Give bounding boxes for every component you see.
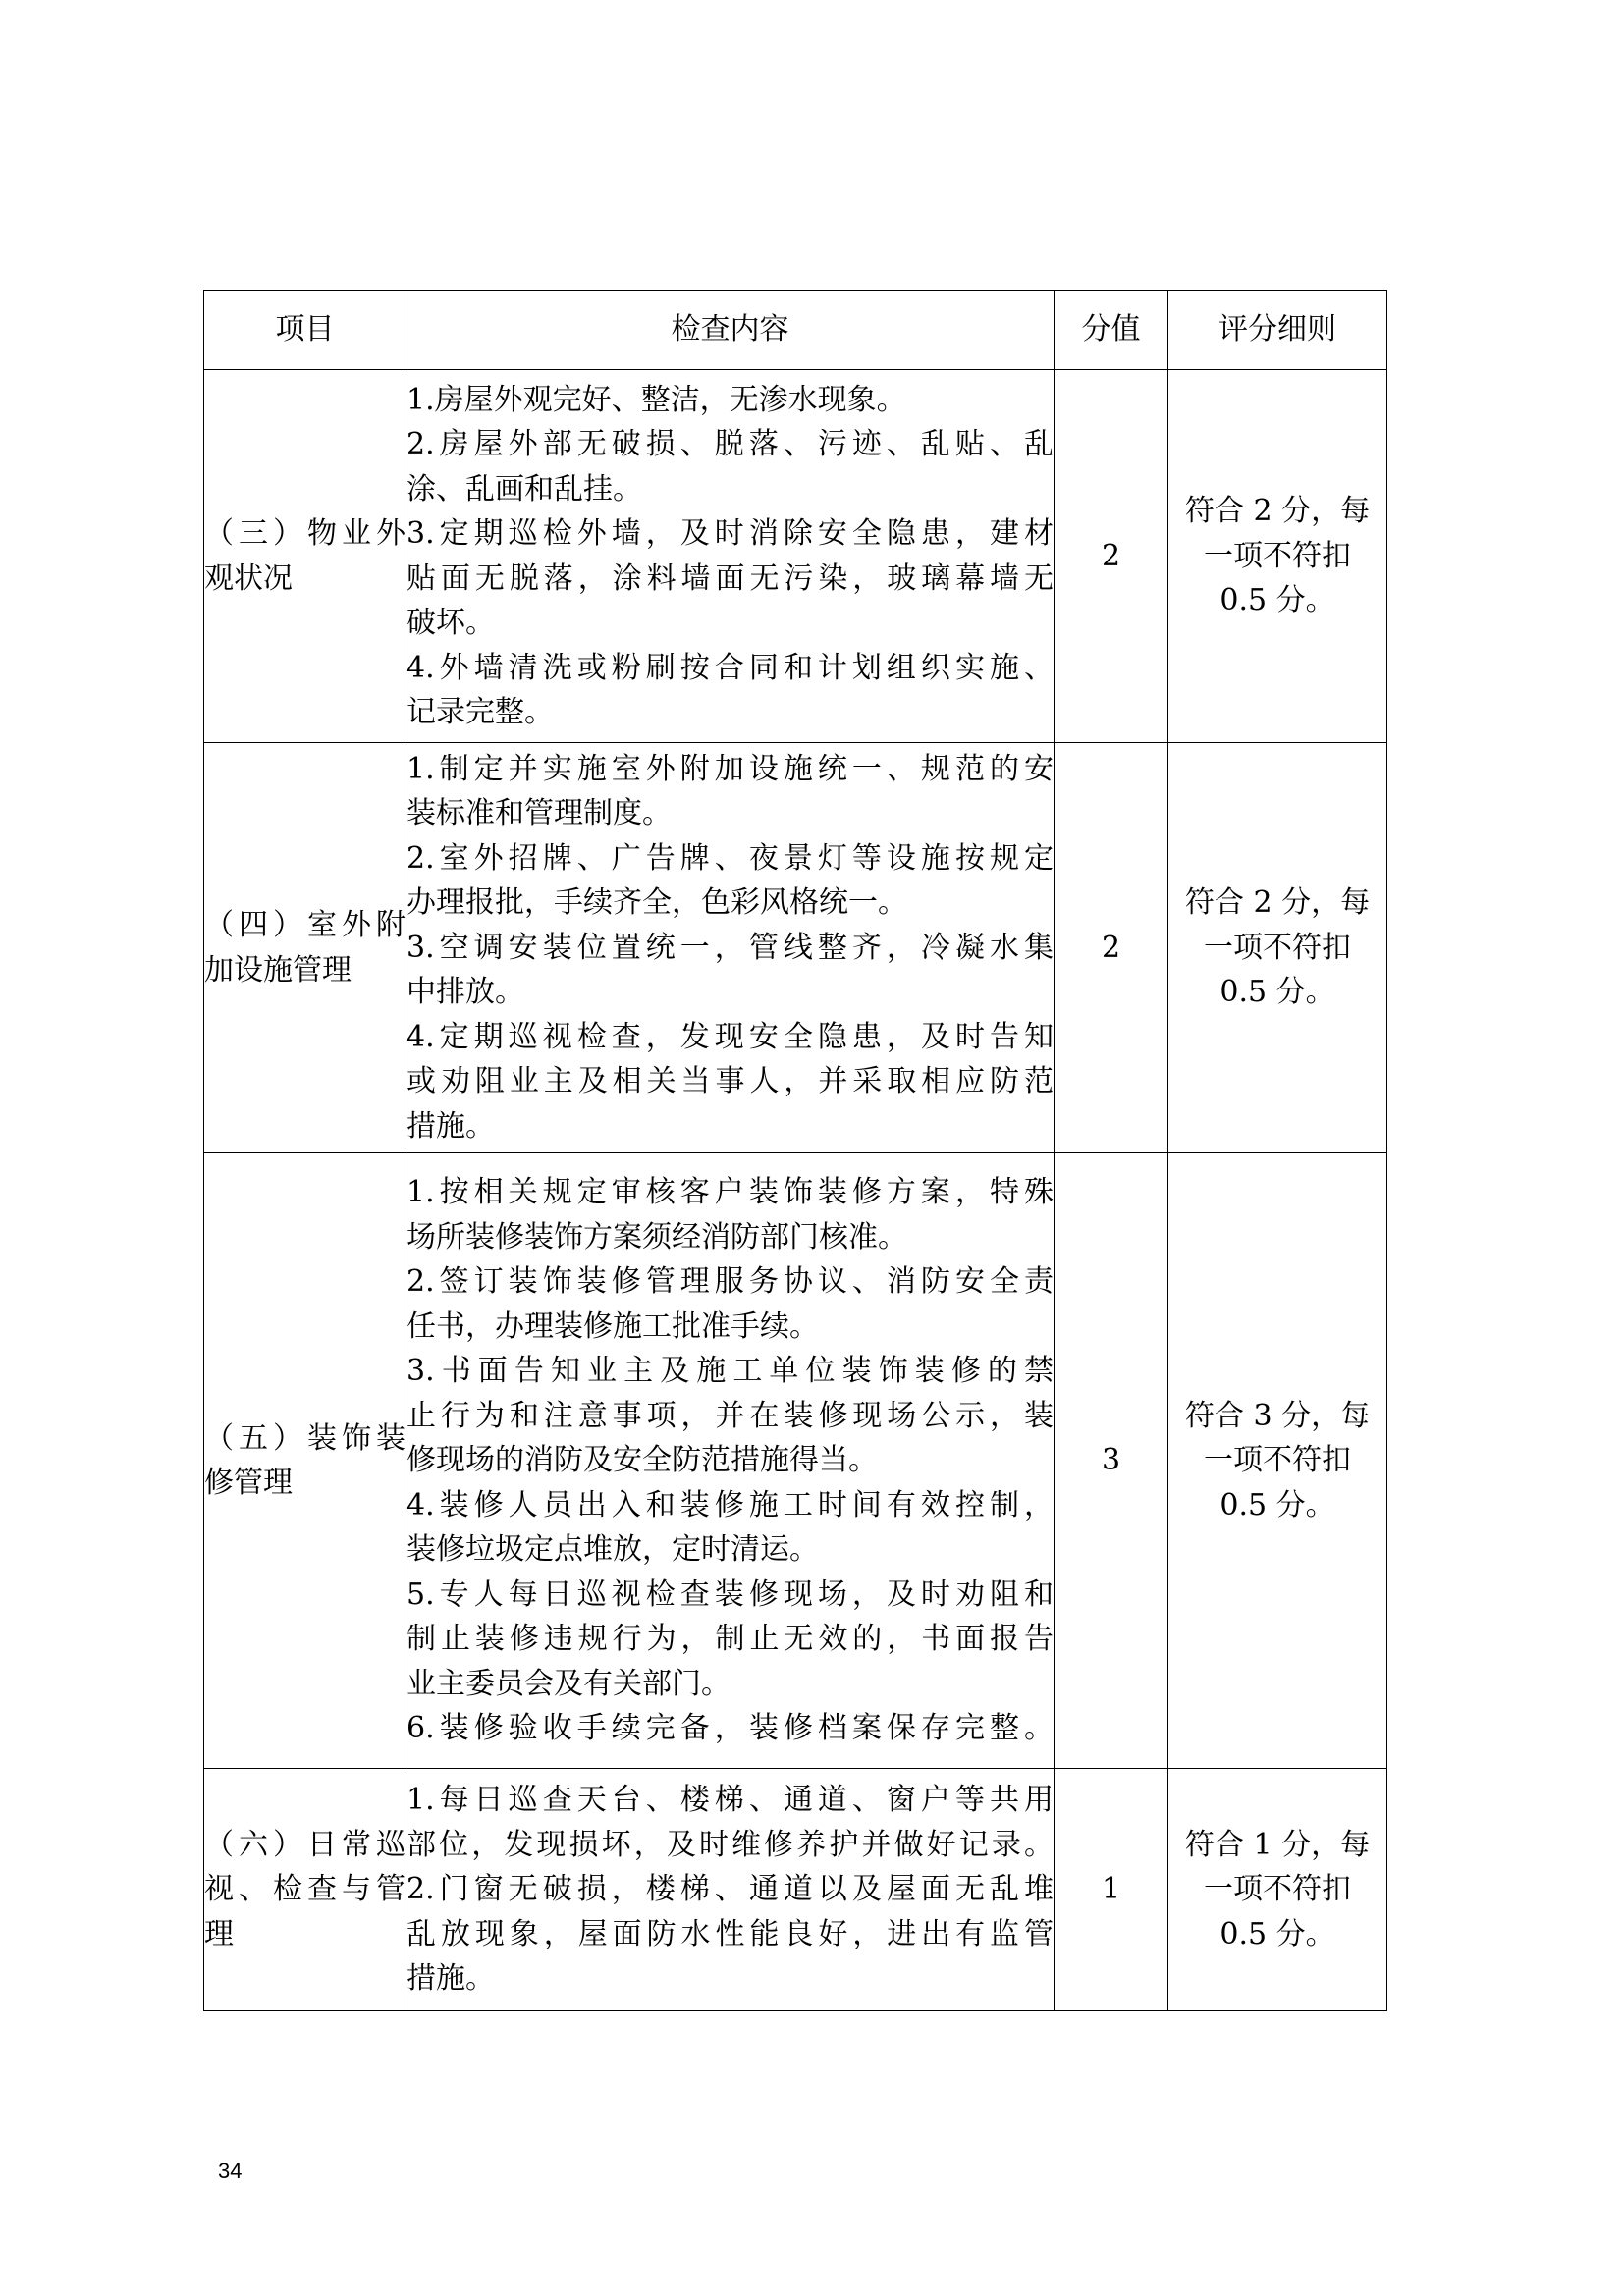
content-cell: [406, 370, 1055, 743]
rule-line: 一项不符扣: [1204, 1443, 1351, 1478]
item-line: 观状况: [204, 561, 293, 596]
rule-line: 一项不符扣: [1204, 930, 1351, 965]
score-cell: 2: [1055, 743, 1168, 1153]
table-row: [204, 1769, 1387, 2011]
rule-line: 0.5 分。: [1219, 583, 1335, 618]
item-line: （四）室外附: [204, 908, 406, 942]
content-line: 中排放。: [406, 975, 524, 1010]
table-header-row: [204, 291, 1387, 370]
table-row: [204, 743, 1387, 1153]
rule-cell: [1168, 1769, 1387, 2011]
content-line: 5.专人每日巡视检查装修现场，及时劝阻和: [406, 1576, 1054, 1612]
content-line: 装标准和管理制度。: [406, 796, 672, 831]
content-line: 1.每日巡查天台、楼梯、通道、窗户等共用: [406, 1783, 1054, 1818]
rule-line: 0.5 分。: [1219, 1487, 1335, 1522]
content-line: 措施。: [406, 1961, 495, 1997]
page-number: 34: [218, 2159, 243, 2183]
content-line: 装修垃圾定点堆放，定时清运。: [406, 1532, 819, 1568]
content-line: 修现场的消防及安全防范措施得当。: [406, 1443, 878, 1478]
item-line: （六）日常巡: [204, 1827, 406, 1862]
content-line: 3.书面告知业主及施工单位装饰装修的禁: [406, 1354, 1054, 1389]
item-line: 视、检查与管: [204, 1872, 406, 1907]
rule-cell: [1168, 743, 1387, 1153]
content-line: 3.空调安装位置统一，管线整齐，冷凝水集: [406, 930, 1054, 965]
item-line: （三）物业外: [204, 516, 406, 551]
content-line: 4.装修人员出入和装修施工时间有效控制，: [406, 1487, 1054, 1522]
item-line: 修管理: [204, 1466, 293, 1500]
content-cell: [406, 1153, 1055, 1769]
item-cell: [204, 1153, 406, 1769]
content-line: 破坏。: [406, 606, 495, 640]
content-line: 任书，办理装修施工批准手续。: [406, 1308, 819, 1344]
item-line: （五）装饰装: [204, 1420, 406, 1456]
header-content: 检查内容: [406, 291, 1055, 370]
content-cell: [406, 743, 1055, 1153]
header-item: 项目: [204, 291, 406, 370]
content-line: 部位，发现损坏，及时维修养护并做好记录。: [406, 1827, 1054, 1862]
score-cell: 3: [1055, 1153, 1168, 1769]
content-line: 2.门窗无破损，楼梯、通道以及屋面无乱堆: [406, 1872, 1054, 1907]
item-line: 加设施管理: [204, 952, 352, 988]
rule-line: 0.5 分。: [1219, 975, 1335, 1010]
table-row: [204, 1153, 1387, 1769]
item-cell: [204, 1769, 406, 2011]
content-line: 或劝阻业主及相关当事人，并采取相应防范: [406, 1064, 1054, 1099]
content-line: 场所装修装饰方案须经消防部门核准。: [406, 1219, 907, 1255]
rule-line: 一项不符扣: [1204, 1872, 1351, 1907]
content-line: 制止装修违规行为，制止无效的，书面报告: [406, 1622, 1054, 1657]
content-line: 措施。: [406, 1108, 495, 1144]
rule-line: 符合 2 分，每: [1184, 494, 1371, 529]
scoring-table: [203, 290, 1387, 2011]
rule-cell: [1168, 1153, 1387, 1769]
content-line: 1.按相关规定审核客户装饰装修方案，特殊: [406, 1175, 1054, 1210]
content-line: 1.房屋外观完好、整洁，无渗水现象。: [406, 382, 906, 417]
content-line: 贴面无脱落，涂料墙面无污染，玻璃幕墙无: [406, 561, 1054, 596]
content-line: 2.签订装饰装修管理服务协议、消防安全责: [406, 1264, 1054, 1300]
content-line: 3.定期巡检外墙，及时消除安全隐患，建材: [406, 516, 1054, 551]
score-cell: 1: [1055, 1769, 1168, 2011]
rule-line: 0.5 分。: [1219, 1916, 1335, 1951]
content-line: 2.房屋外部无破损、脱落、污迹、乱贴、乱: [406, 427, 1054, 461]
item-cell: [204, 370, 406, 743]
table-row: [204, 370, 1387, 743]
rule-line: 一项不符扣: [1204, 538, 1351, 573]
header-rule: 评分细则: [1168, 291, 1387, 370]
content-line: 记录完整。: [406, 695, 554, 729]
content-line: 1.制定并实施室外附加设施统一、规范的安: [406, 751, 1054, 786]
content-line: 4.外墙清洗或粉刷按合同和计划组织实施、: [406, 650, 1054, 685]
content-line: 涂、乱画和乱挂。: [406, 471, 642, 507]
content-cell: [406, 1769, 1055, 2011]
header-score: 分值: [1055, 291, 1168, 370]
content-line: 2.室外招牌、广告牌、夜景灯等设施按规定: [406, 840, 1054, 876]
rule-line: 符合 3 分，每: [1184, 1398, 1371, 1433]
content-line: 办理报批，手续齐全，色彩风格统一。: [406, 885, 907, 921]
content-line: 业主委员会及有关部门。: [406, 1666, 731, 1701]
rule-line: 符合 2 分，每: [1184, 885, 1371, 921]
item-line: 理: [204, 1916, 234, 1951]
rule-line: 符合 1 分，每: [1184, 1827, 1371, 1862]
content-line: 6.装修验收手续完备，装修档案保存完整。: [406, 1711, 1054, 1746]
content-line: 乱放现象，屋面防水性能良好，进出有监管: [406, 1916, 1054, 1951]
content-line: 止行为和注意事项，并在装修现场公示，装: [406, 1398, 1054, 1433]
score-cell: 2: [1055, 370, 1168, 743]
rule-cell: [1168, 370, 1387, 743]
content-line: 4.定期巡视检查，发现安全隐患，及时告知: [406, 1019, 1054, 1054]
item-cell: [204, 743, 406, 1153]
